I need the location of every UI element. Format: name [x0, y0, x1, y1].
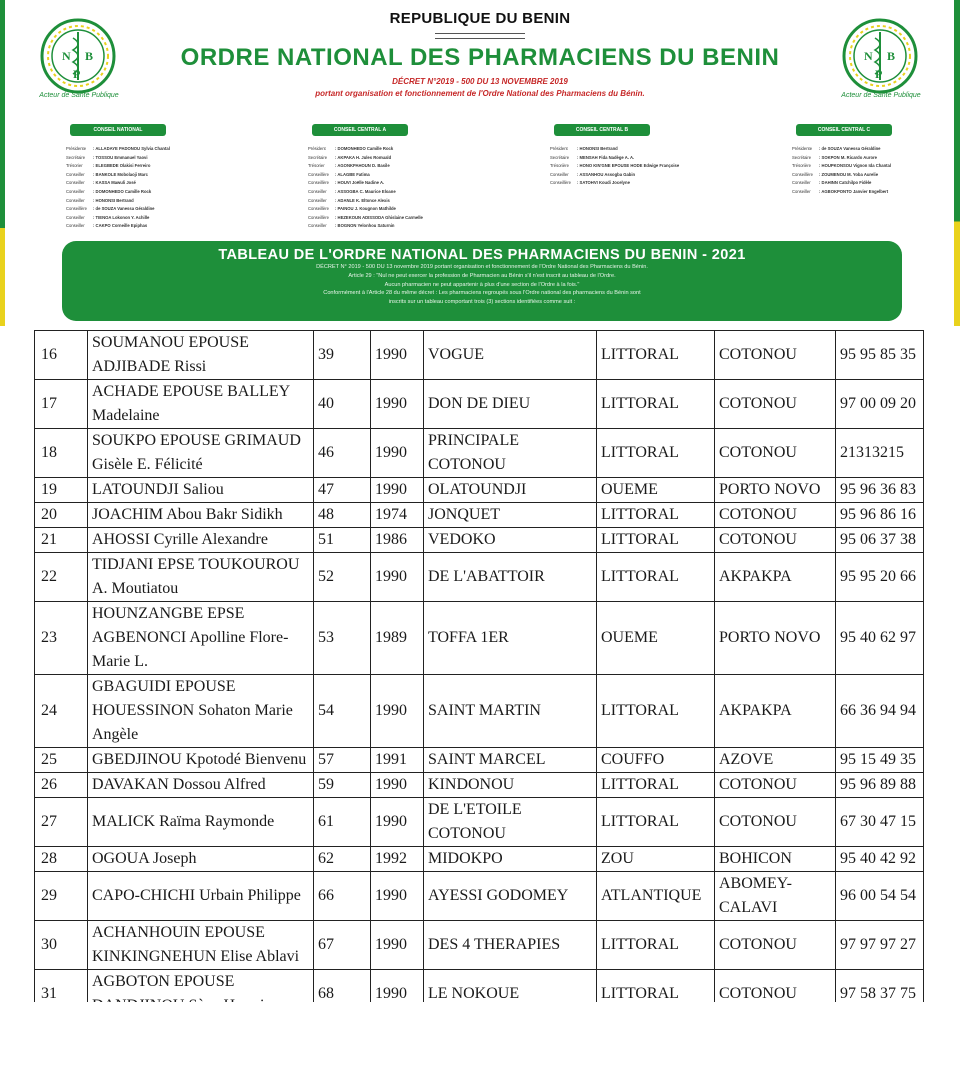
city-cell: PORTO NOVO [715, 478, 836, 503]
member-role: Conseillère [308, 171, 329, 177]
member-name: : ASSOGBA C. Maurice Eloane [335, 188, 396, 194]
council-member [308, 154, 478, 163]
pharmacist-name-cell: GBEDJINOU Kpotodé Bienvenu [88, 748, 314, 773]
city-cell: COTONOU [715, 798, 836, 847]
banner-line: DÉCRET N° 2019 - 500 DU 13 novembre 2019 portant organisation et fonctionnement de l'Ordre National des Pharmaciens du Bénin. [316, 264, 648, 270]
row-number-cell: 22 [35, 553, 88, 602]
member-role: Conseillère [792, 171, 813, 177]
member-role: Conseiller [66, 197, 85, 203]
order-number-cell: 53 [314, 602, 371, 675]
member-name: : BANKOLE Mobolaoji Marc [93, 171, 148, 177]
pharmacy-name-cell: TOFFA 1ER [424, 602, 597, 675]
council-member [66, 145, 236, 154]
member-role: Secrétaire [792, 154, 812, 160]
council-member [792, 154, 960, 163]
council-title: CONSEIL CENTRAL C [796, 124, 892, 136]
pharmacist-name-cell: LATOUNDJI Saliou [88, 478, 314, 503]
phone-number-cell: 66 36 94 94 [836, 675, 924, 748]
member-name: : ALAGBE Fatima [335, 171, 370, 177]
council-member [792, 179, 960, 188]
member-name: : HONONSI Bertrand [577, 146, 618, 151]
order-number-cell: 54 [314, 675, 371, 748]
city-cell: AKPAKPA [715, 675, 836, 748]
order-number-cell: 51 [314, 528, 371, 553]
republic-heading: REPUBLIQUE DU BENIN [389, 10, 571, 27]
department-cell: OUEME [597, 602, 715, 675]
city-cell: BOHICON [715, 847, 836, 872]
council-member [308, 171, 478, 180]
pharmacist-name-cell: ACHADE EPOUSE BALLEY Madelaine [88, 380, 314, 429]
member-name: : ZOUMENOU M. Yoba Aurelie [819, 171, 879, 177]
member-name: : SATOHVI Koudi Jocelyne [577, 180, 630, 186]
council-member [66, 197, 236, 206]
logo-letter-n: N [864, 49, 873, 63]
pharmacist-name-cell: SOUMANOU EPOUSE ADJIBADE Rissi [88, 331, 314, 380]
department-cell: LITTORAL [597, 970, 715, 1019]
member-role: Conseiller [66, 171, 85, 177]
council-member [308, 179, 478, 188]
city-cell: AKPAKPA [715, 553, 836, 602]
table-row [35, 380, 924, 429]
registration-year-cell: 1991 [371, 748, 424, 773]
pharmacy-name-cell: LE NOKOUE [424, 970, 597, 1019]
row-number-cell: 30 [35, 921, 88, 970]
member-role: Trésorier [308, 163, 325, 169]
pharmacist-name-cell: SOUKPO EPOUSE GRIMAUD Gisèle E. Félicité [88, 429, 314, 478]
city-cell: COTONOU [715, 380, 836, 429]
registration-year-cell: 1990 [371, 773, 424, 798]
member-role: Trésorier [66, 163, 83, 169]
table-row [35, 429, 924, 478]
department-cell: ZOU [597, 847, 715, 872]
council-member [308, 162, 478, 171]
member-name: : ADANLE K. Eltonce Alexis [335, 197, 390, 203]
table-row [35, 602, 924, 675]
pharmacist-name-cell: GBAGUIDI EPOUSE HOUESSINON Sohaton Marie Angèle [88, 675, 314, 748]
council-member [792, 171, 960, 180]
logo-letter-p: P [73, 67, 81, 81]
pharmacy-name-cell: DON DE DIEU [424, 380, 597, 429]
row-number-cell: 24 [35, 675, 88, 748]
order-number-cell: 48 [314, 503, 371, 528]
member-name: : ELEGBEDE Olakisi Ferreiro [93, 163, 151, 169]
table-row [35, 675, 924, 748]
pharmacy-name-cell: MIDOKPO [424, 847, 597, 872]
order-number-cell: 67 [314, 921, 371, 970]
row-number-cell: 27 [35, 798, 88, 847]
department-cell: LITTORAL [597, 675, 715, 748]
order-number-cell: 39 [314, 331, 371, 380]
pharmacist-name-cell: TIDJANI EPSE TOUKOUROU A. Moutiatou [88, 553, 314, 602]
council-member-list [66, 145, 236, 231]
council-member [550, 162, 720, 171]
registration-year-cell: 1990 [371, 553, 424, 602]
council-member [792, 145, 960, 154]
city-cell: COTONOU [715, 528, 836, 553]
council-member [550, 171, 720, 180]
table-row [35, 748, 924, 773]
registration-year-cell: 1990 [371, 331, 424, 380]
pharmacist-name-cell: CAPO-CHICHI Urbain Philippe [88, 872, 314, 921]
banner-line: Article 29 : "Nul ne peut exercer la profession de Pharmacien au Bénin s'il n'est inscrit au tableau de l'Ordre. [348, 272, 616, 279]
table-row [35, 773, 924, 798]
member-role: Conseiller [66, 223, 85, 229]
row-number-cell: 20 [35, 503, 88, 528]
order-number-cell: 46 [314, 429, 371, 478]
phone-number-cell: 96 00 54 54 [836, 872, 924, 921]
order-number-cell: 61 [314, 798, 371, 847]
phone-number-cell: 95 95 20 66 [836, 553, 924, 602]
department-cell: LITTORAL [597, 553, 715, 602]
city-cell: PORTO NOVO [715, 602, 836, 675]
council-member [550, 179, 720, 188]
council-member [792, 162, 960, 171]
pharmacist-name-cell: ACHANHOUIN EPOUSE KINKINGNEHUN Elise Ablavi [88, 921, 314, 970]
council-member [308, 214, 478, 223]
member-name: : DAHINN Catchilpo Fidèle [819, 180, 872, 186]
phone-number-cell: 95 06 37 38 [836, 528, 924, 553]
phone-number-cell: 95 40 62 97 [836, 602, 924, 675]
member-role: Trésorière [550, 163, 569, 169]
city-cell: ABOMEY-CALAVI [715, 872, 836, 921]
council-central-a [308, 124, 478, 231]
department-cell: LITTORAL [597, 429, 715, 478]
council-member-list [792, 145, 960, 197]
logo-tagline-left: Acteur de Santé Publique [39, 92, 119, 99]
city-cell: AZOVE [715, 748, 836, 773]
table-banner [62, 241, 902, 321]
member-role: Secrétaire [66, 154, 86, 160]
member-role: Conseiller [308, 197, 327, 203]
member-role: Trésorière [792, 163, 811, 169]
row-number-cell: 28 [35, 847, 88, 872]
member-name: : BOGNON Yelonhou Saturnin [335, 223, 395, 229]
member-role: Conseillère [308, 214, 329, 220]
member-name: : AGONKPAHOUN D. Basile [335, 163, 390, 169]
council-member [66, 162, 236, 171]
table-row [35, 478, 924, 503]
phone-number-cell: 95 96 36 83 [836, 478, 924, 503]
registration-year-cell: 1990 [371, 970, 424, 1019]
city-cell: COTONOU [715, 331, 836, 380]
table-row [35, 847, 924, 872]
member-role: Conseiller [792, 188, 811, 194]
member-name: : TIENOA Lokonon Y. Achille [93, 214, 150, 220]
department-cell: LITTORAL [597, 503, 715, 528]
pharmacy-name-cell: OLATOUNDJI [424, 478, 597, 503]
member-name: : ASSANHOU Assogba Gabin [577, 171, 636, 177]
member-name: : CAKPO Corneille Epiphas [93, 223, 148, 229]
member-name: : HOUVI Joëlle Nadine A. [335, 180, 385, 186]
member-name: : DOMONHEDO Camille Rock [335, 146, 394, 151]
order-number-cell: 52 [314, 553, 371, 602]
member-name: : TOSSOU Emmanuel Yaovi [93, 154, 148, 160]
member-name: : AGBOKPONTO Janvier Engelbert [819, 188, 889, 194]
pharmacy-name-cell: AYESSI GODOMEY [424, 872, 597, 921]
pharmacy-name-cell: PRINCIPALE COTONOU [424, 429, 597, 478]
member-name: : DOMONHEDO Camille Rock [93, 188, 152, 194]
pharmacy-name-cell: DES 4 THERAPIES [424, 921, 597, 970]
pharmacy-name-cell: DE L'ABATTOIR [424, 553, 597, 602]
council-member [66, 179, 236, 188]
council-member-list [550, 145, 720, 188]
city-cell: COTONOU [715, 773, 836, 798]
member-role: Conseiller [308, 188, 327, 194]
pharmacist-name-cell: HOUNZANGBE EPSE AGBENONCI Apolline Flore-Marie L. [88, 602, 314, 675]
member-role: Secrétaire [308, 154, 328, 160]
member-role: Conseillère [550, 180, 571, 186]
council-member [550, 154, 720, 163]
member-role: Président [308, 146, 326, 151]
member-name: : AKPAKA H. Jules Romuald [335, 154, 392, 160]
department-cell: LITTORAL [597, 773, 715, 798]
pharmacy-name-cell: JONQUET [424, 503, 597, 528]
member-name: : PAINOU J. Kougnon Mathilde [335, 206, 396, 212]
order-number-cell: 62 [314, 847, 371, 872]
council-member [66, 214, 236, 223]
registration-year-cell: 1990 [371, 675, 424, 748]
row-number-cell: 25 [35, 748, 88, 773]
city-cell: COTONOU [715, 429, 836, 478]
city-cell: COTONOU [715, 921, 836, 970]
member-role: Conseiller [550, 171, 569, 177]
phone-number-cell: 95 96 86 16 [836, 503, 924, 528]
pharmacist-name-cell: JOACHIM Abou Bakr Sidikh [88, 503, 314, 528]
table-row [35, 331, 924, 380]
member-name: : de SOUZA Vanessa Géraldine [93, 206, 155, 212]
order-number-cell: 66 [314, 872, 371, 921]
document-header [0, 0, 960, 326]
table-row [35, 798, 924, 847]
member-name: : de SOUZA Vanessa Géraldine [819, 146, 881, 151]
order-number-cell: 68 [314, 970, 371, 1019]
member-role: Conseiller [308, 223, 327, 229]
row-number-cell: 17 [35, 380, 88, 429]
council-title: CONSEIL CENTRAL A [312, 124, 408, 136]
registration-year-cell: 1990 [371, 798, 424, 847]
member-role: Président [550, 146, 568, 151]
member-role: Conseiller [66, 180, 85, 186]
row-number-cell: 16 [35, 331, 88, 380]
registration-year-cell: 1990 [371, 478, 424, 503]
phone-number-cell: 95 40 42 92 [836, 847, 924, 872]
pharmacists-table-wrap [34, 330, 923, 1019]
department-cell: LITTORAL [597, 331, 715, 380]
council-member [308, 145, 478, 154]
member-role: Conseiller [66, 214, 85, 220]
logo-letter-b: B [85, 49, 94, 63]
member-name: : HONONSI Bertrand [93, 197, 134, 203]
table-row [35, 921, 924, 970]
registration-year-cell: 1992 [371, 847, 424, 872]
member-role: Présidente [66, 146, 87, 151]
decree-subtitle: portant organisation et fonctionnement de l'Ordre National des Pharmaciens du Bénin. [315, 89, 645, 98]
logo-letter-n: N [62, 49, 71, 63]
row-number-cell: 19 [35, 478, 88, 503]
council-central-c [792, 124, 960, 197]
registration-year-cell: 1986 [371, 528, 424, 553]
member-name: : MENSAH Fida Nadège A. A. [577, 154, 635, 160]
phone-number-cell: 97 58 37 75 [836, 970, 924, 1019]
phone-number-cell: 21313215 [836, 429, 924, 478]
phone-number-cell: 67 30 47 15 [836, 798, 924, 847]
council-title: CONSEIL CENTRAL B [554, 124, 650, 136]
row-number-cell: 18 [35, 429, 88, 478]
member-role: Conseiller [66, 188, 85, 194]
council-member [66, 222, 236, 231]
council-member [550, 145, 720, 154]
pharmacist-name-cell: AGBOTON EPOUSE [88, 970, 314, 1019]
council-member [66, 171, 236, 180]
banner-line: inscrits sur un tableau comportant trois (3) sections identifiées comme suit : [388, 299, 576, 306]
banner-line: Aucun pharmacien ne peut appartenir à plus d'une section de l'Ordre à la fois." [384, 281, 580, 288]
council-central-b [550, 124, 720, 188]
order-number-cell: 40 [314, 380, 371, 429]
pharmacy-name-cell: VOGUE [424, 331, 597, 380]
table-row [35, 528, 924, 553]
table-row [35, 503, 924, 528]
order-title: ORDRE NATIONAL DES PHARMACIENS DU BENIN [180, 44, 780, 71]
council-member [66, 205, 236, 214]
member-role: Conseillère [308, 180, 329, 186]
logo-letter-b: B [887, 49, 896, 63]
member-name: : ALLADAYE PADONOU Sylvia Chantal [93, 146, 170, 151]
pharmacy-name-cell: DE L'ETOILE COTONOU [424, 798, 597, 847]
order-number-cell: 47 [314, 478, 371, 503]
table-row [35, 553, 924, 602]
department-cell: LITTORAL [597, 380, 715, 429]
row-number-cell: 23 [35, 602, 88, 675]
pharmacist-name-cell: AHOSSI Cyrille Alexandre [88, 528, 314, 553]
row-number-cell: 21 [35, 528, 88, 553]
pharmacy-name-cell: SAINT MARTIN [424, 675, 597, 748]
banner-line: Conformément à l'Article 28 du même décret : Les pharmaciens regroupés sous l'Ordre national des pharmaciens du Bénin sont [323, 290, 641, 297]
council-member [66, 154, 236, 163]
pharmacist-name-cell: DAVAKAN Dossou Alfred [88, 773, 314, 798]
council-member [66, 188, 236, 197]
pharmacist-name-cell: MALICK Raïma Raymonde [88, 798, 314, 847]
member-name: : KASSA Mawuli José [93, 180, 136, 186]
pharmacy-name-cell: VEDOKO [424, 528, 597, 553]
pharmacy-name-cell: SAINT MARCEL [424, 748, 597, 773]
department-cell: OUEME [597, 478, 715, 503]
logo-tagline-right: Acteur de Santé Publique [841, 92, 921, 99]
council-member [308, 188, 478, 197]
department-cell: COUFFO [597, 748, 715, 773]
registration-year-cell: 1990 [371, 921, 424, 970]
city-cell: COTONOU [715, 503, 836, 528]
member-role: Conseillère [66, 206, 87, 212]
registration-year-cell: 1990 [371, 872, 424, 921]
registration-year-cell: 1990 [371, 429, 424, 478]
department-cell: ATLANTIQUE [597, 872, 715, 921]
member-name: : HOUPKONSOU Vignon Ida Chantal [819, 163, 892, 169]
department-cell: LITTORAL [597, 528, 715, 553]
pharmacy-name-cell: KINDONOU [424, 773, 597, 798]
department-cell: LITTORAL [597, 798, 715, 847]
member-role: Conseiller [792, 180, 811, 186]
banner-title: TABLEAU DE L'ORDRE NATIONAL DES PHARMACIENS DU BENIN - 2021 [218, 247, 746, 263]
registration-year-cell: 1990 [371, 380, 424, 429]
blank-footer-area [0, 1002, 960, 1080]
pharmacists-table [34, 330, 924, 1019]
row-number-cell: 26 [35, 773, 88, 798]
registration-year-cell: 1974 [371, 503, 424, 528]
council-member [308, 197, 478, 206]
member-role: Présidente [792, 146, 813, 151]
table-row [35, 872, 924, 921]
member-name: : HONO KIN'GNE EPOUSE HODE Edwige Françoise [577, 163, 680, 169]
phone-number-cell: 97 00 09 20 [836, 380, 924, 429]
council-member [792, 188, 960, 197]
council-title: CONSEIL NATIONAL [70, 124, 166, 136]
row-number-cell: 29 [35, 872, 88, 921]
phone-number-cell: 95 96 89 88 [836, 773, 924, 798]
council-member [308, 222, 478, 231]
phone-number-cell: 97 97 97 27 [836, 921, 924, 970]
decree-reference: DÉCRET N°2019 - 500 DU 13 NOVEMBRE 2019 [392, 77, 568, 86]
phone-number-cell: 95 15 49 35 [836, 748, 924, 773]
member-role: Conseillère [308, 206, 329, 212]
order-number-cell: 59 [314, 773, 371, 798]
order-number-cell: 57 [314, 748, 371, 773]
pharmacist-name-cell: OGOUA Joseph [88, 847, 314, 872]
member-name: : SOKPON M. Ricardo Aurore [819, 154, 878, 160]
council-member [308, 205, 478, 214]
phone-number-cell: 95 95 85 35 [836, 331, 924, 380]
department-cell: LITTORAL [597, 921, 715, 970]
registration-year-cell: 1989 [371, 602, 424, 675]
logo-letter-p: P [875, 67, 883, 81]
council-member-list [308, 145, 478, 231]
council-national [66, 124, 236, 231]
row-number-cell: 31 [35, 970, 88, 1019]
heading-divider [435, 33, 525, 39]
member-role: Secrétaire [550, 154, 570, 160]
city-cell: COTONOU [715, 970, 836, 1019]
member-name: : HEZEKOUN ADISSODA Ghislaine Carmelle [335, 214, 423, 220]
